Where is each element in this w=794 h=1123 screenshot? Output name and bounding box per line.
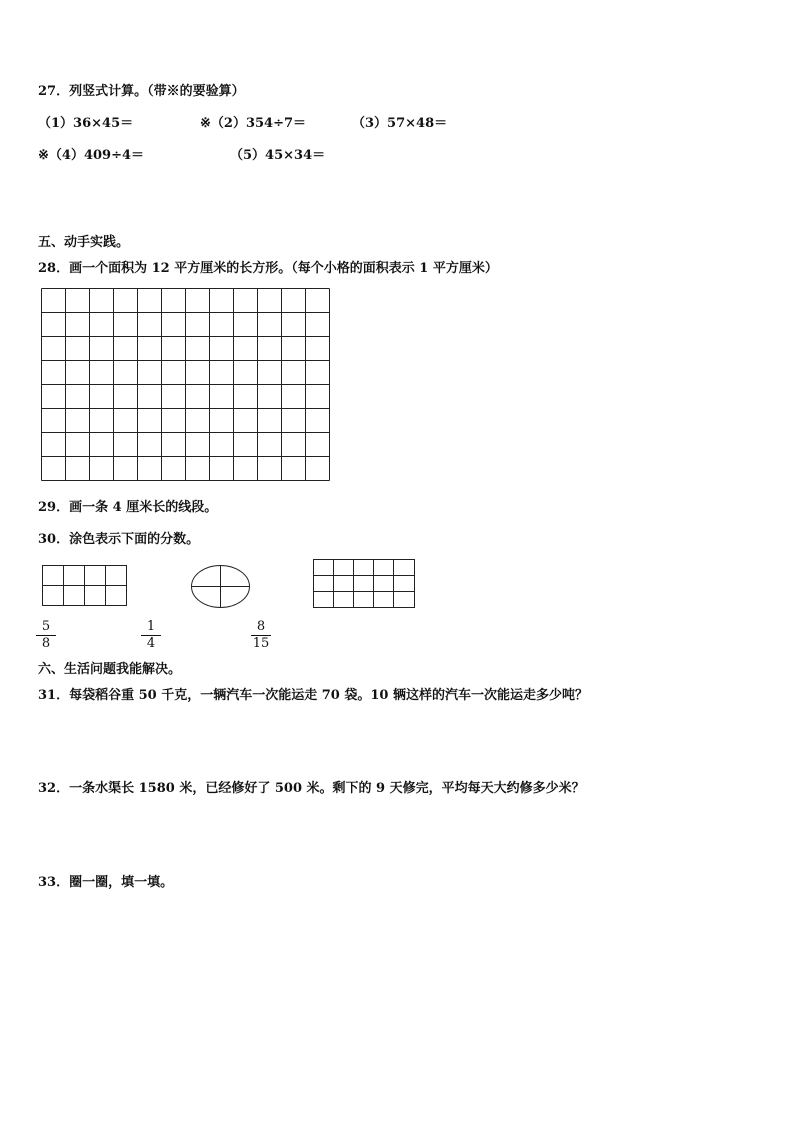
fraction-numerator: 5: [41, 619, 51, 634]
fraction-numerator: 1: [146, 619, 156, 634]
section-5-heading: 五、动手实践。: [38, 235, 130, 250]
q27-item-3: （3）57×48＝: [352, 116, 448, 131]
fraction-denominator: 15: [252, 636, 270, 651]
q27-title: 27．列竖式计算。（带※的要验算）: [38, 84, 245, 99]
q33-title: 33．圈一圈，填一填。: [38, 875, 174, 890]
fraction-denominator: 8: [41, 636, 51, 651]
q31-title: 31．每袋稻谷重 50 千克，一辆汽车一次能运走 70 袋。10 辆这样的汽车一次能运走多少吨？: [38, 688, 588, 703]
q30-rect-2x4: [41, 564, 129, 608]
q28-title: 28．画一个面积为 12 平方厘米的长方形。（每个小格的面积表示 1 平方厘米）: [38, 261, 498, 276]
q29-title: 29．画一条 4 厘米长的线段。: [38, 500, 218, 515]
fraction-eight-fifteenths: [251, 620, 271, 651]
q30-rect-3x5: [312, 558, 417, 610]
section-6-heading: 六、生活问题我能解决。: [38, 662, 182, 677]
fraction-numerator: 8: [256, 619, 266, 634]
fraction-five-eighths: [36, 620, 56, 651]
q27-item-5: （5）45×34＝: [230, 148, 326, 163]
q28-square-grid: [40, 287, 331, 485]
q32-title: 32．一条水渠长 1580 米，已经修好了 500 米。剩下的 9 天修完，平均每天大约修多少米？: [38, 781, 585, 796]
fraction-one-quarter: [141, 620, 161, 651]
q27-item-1: （1）36×45＝: [38, 116, 134, 131]
q27-item-4: ※（4）409÷4＝: [38, 148, 145, 163]
q30-title: 30．涂色表示下面的分数。: [38, 532, 200, 547]
fraction-denominator: 4: [146, 636, 156, 651]
q27-item-2: ※（2）354÷7＝: [200, 116, 307, 131]
q30-ellipse-quarters: [190, 564, 252, 610]
